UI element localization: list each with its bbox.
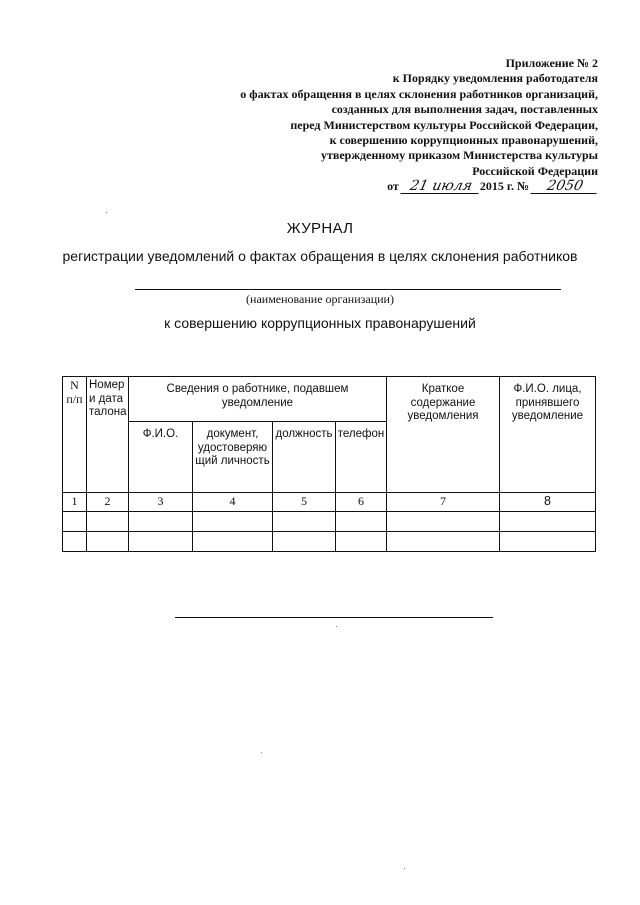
column-number: 5 [273,493,336,512]
table-cell [273,512,336,532]
table-row [63,532,596,552]
table-cell [193,532,273,552]
header-cell-receiver: Ф.И.О. лица, принявшего уведомление [500,377,596,493]
column-number: 8 [500,493,596,512]
table-cell [336,512,387,532]
handwritten-date: 21 июля [400,179,481,194]
header-line-3: созданных для выполнения задач, поставленных [331,102,598,117]
handwritten-order-number: 2050 [530,179,599,194]
subheader-cell-phone: телефон [336,422,387,493]
header-cell-n: N п/п [63,377,87,493]
order-date-line [138,179,598,194]
table-cell [387,512,500,532]
table-cell [129,532,193,552]
footer-rule [175,617,493,618]
scan-speck [106,212,107,213]
date-suffix: 2015 г. № [479,179,529,194]
table-cell [336,532,387,552]
column-number: 7 [387,493,500,512]
journal-subtitle: регистрации уведомлений о фактах обращения в целях склонения работников [62,248,578,264]
column-number: 3 [129,493,193,512]
document-header [138,56,598,195]
scan-speck [404,868,405,869]
column-number: 6 [336,493,387,512]
journal-table [62,376,596,552]
table-cell [193,512,273,532]
table-cell [129,512,193,532]
header-line-1: к Порядку уведомления работодателя [392,71,598,86]
column-number-row [63,493,596,512]
column-number: 4 [193,493,273,512]
date-prefix: от [387,179,399,194]
header-line-appendix: Приложение № 2 [505,56,598,70]
header-line-4: перед Министерством культуры Российской Федерации, [290,117,598,132]
subheader-cell-fio: Ф.И.О. [129,422,193,493]
subheader-cell-document: документ, удостоверяю щий личность [193,422,273,493]
journal-subtitle-continued: к совершению коррупционных правонарушений [164,315,476,331]
table-row [63,512,596,532]
header-line-5: к совершению коррупционных правонарушений, [329,133,598,148]
column-number: 2 [87,493,129,512]
table-cell [87,512,129,532]
column-number: 1 [63,493,87,512]
header-line-7: Российской Федерации [472,163,598,178]
header-line-2: о фактах обращения в целях склонения работников организаций, [240,86,598,101]
table-cell [500,512,596,532]
header-cell-number: Номер и дата талона [87,377,129,493]
table-cell [500,532,596,552]
header-cell-summary: Краткое содержание уведомления [387,377,500,493]
table-cell [63,532,87,552]
subheader-cell-position: должность [273,422,336,493]
scan-speck [336,626,337,627]
table-cell [387,532,500,552]
header-line-6: утвержденному приказом Министерства культуры [320,148,598,163]
table-cell [87,532,129,552]
table-header-row [63,377,596,422]
table-cell [273,532,336,552]
scan-speck [261,752,262,753]
journal-title: ЖУРНАЛ [286,220,354,237]
header-cell-employee-info: Сведения о работнике, подавшем уведомление [129,377,387,422]
organization-name-line [135,289,561,290]
organization-name-hint: (наименование организации) [246,292,394,306]
table-cell [63,512,87,532]
